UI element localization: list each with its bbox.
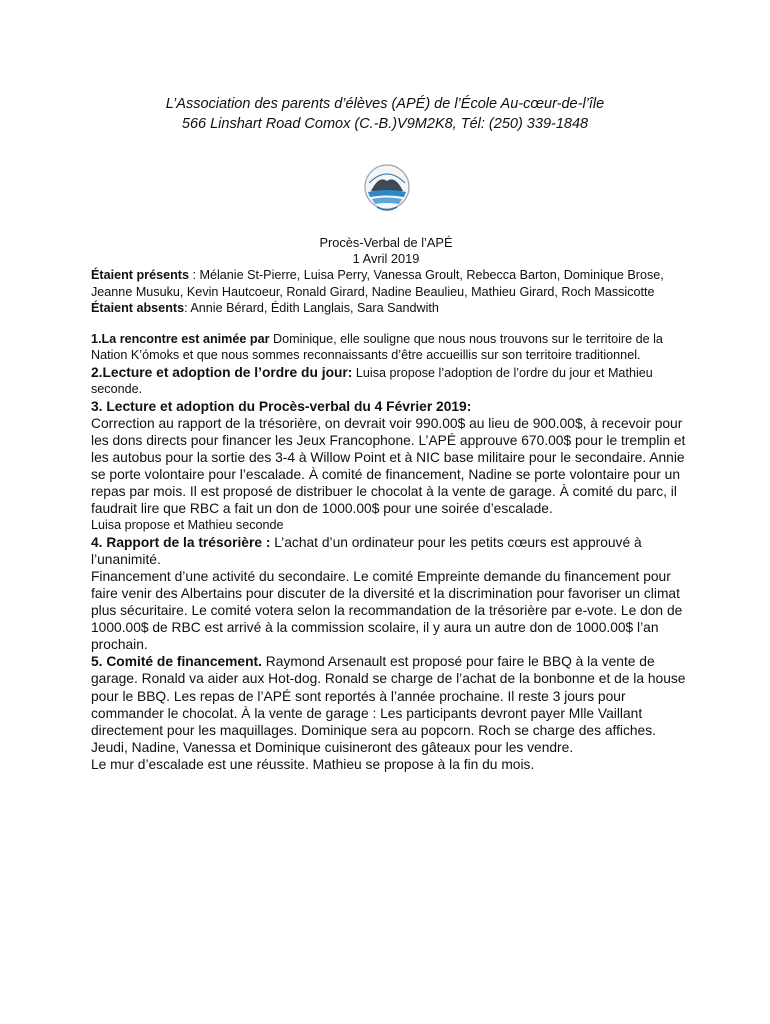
- section-5-text: Raymond Arsenault est proposé pour faire le BBQ à la vente de garage. Ronald va aider aux Hot-dog. Ronald se charge de l’achat de la bonbonne et de la house pour le BBQ. Les repas de l’APÉ sont reportés à l’année prochaine. Il reste 3 jours pour commander le chocolat. À la vente de garage : Les participants devront payer Mlle Vaillant directement pour les maquillages. Dominique sera au popcorn. Roch se charge des affiches. Jeudi, Nadine, Vanessa et Dominique cuisineront des gâteaux pour les vendre.: [91, 654, 686, 755]
- section-5-heading: 5. Comité de financement.: [91, 654, 262, 670]
- association-name: L’Association des parents d’élèves (APÉ) de l’École Au-cœur-de-l’île: [165, 96, 605, 112]
- section-3-number: 3.: [91, 398, 103, 414]
- minutes-body: [91, 235, 691, 773]
- absent-label: Étaient absents: [91, 301, 185, 315]
- section-1-text: Dominique, elle souligne que nous nous trouvons sur le territoire de la Nation K’ómoks et que nous sommes reconnaissants d’être accueillis sur son territoire traditionnel.: [91, 331, 663, 362]
- section-4-text: L’achat d’un ordinateur pour les petits cœurs est approuvé à l’unanimité.: [91, 534, 642, 567]
- absent-list: : Annie Bérard, Édith Langlais, Sara Sandwith: [184, 301, 439, 315]
- section-2: [91, 364, 691, 398]
- minutes-title-block: [81, 235, 691, 267]
- letterhead: [0, 94, 770, 134]
- section-3-motion: Luisa propose et Mathieu seconde: [91, 518, 284, 533]
- present-list: : Mélanie St-Pierre, Luisa Perry, Vanessa Groult, Rebecca Barton, Dominique Brose, Jeanne Musuku, Kevin Hautcoeur, Ronald Girard, Nadine Beaulieu, Mathieu Girard, Roch Massicotte: [91, 268, 664, 299]
- section-3-heading: Lecture et adoption du Procès-verbal du 4 Février 2019:: [102, 398, 472, 414]
- section-4-number: 4.: [91, 534, 103, 550]
- attendance-present: [91, 267, 691, 300]
- section-2-heading: 2.Lecture et adoption de l’ordre du jour:: [91, 364, 353, 380]
- section-2-text: Luisa propose l’adoption de l’ordre du jour et Mathieu seconde.: [91, 365, 653, 396]
- attendance-absent: [91, 300, 691, 317]
- section-5: [91, 653, 691, 756]
- association-address: 566 Linshart Road Comox (C.-B.)V9M2K8, Tél: (250) 339-1848: [181, 116, 589, 132]
- section-4: [91, 534, 691, 568]
- school-logo-icon: [359, 161, 415, 217]
- section-4-heading: Rapport de la trésorière :: [102, 534, 271, 550]
- section-5-text-2: Le mur d’escalade est une réussite. Mathieu se propose à la fin du mois.: [91, 756, 535, 772]
- section-1: [91, 331, 691, 364]
- section-4-text-2: Financement d’une activité du secondaire. Le comité Empreinte demande du financement pour faire venir des Albertains pour discuter de la diversité et la discrimination pour favoriser un climat plus sécuritaire. Le comité votera selon la recommandation de la trésorière par e-vote. Le don de 1000.00$ de RBC est arrivé à la commission scolaire, il y aura un autre don de 1000.00$ l’an prochain.: [91, 568, 683, 653]
- section-3-heading-line: [91, 398, 691, 415]
- section-1-heading: 1.La rencontre est animée par: [91, 331, 270, 346]
- minutes-title: Procès-Verbal de l’APÉ: [319, 235, 453, 250]
- meeting-date: 1 Avril 2019: [352, 251, 420, 266]
- section-3-text: Correction au rapport de la trésorière, on devrait voir 990.00$ au lieu de 900.00$, à recevoir pour les dons directs pour financer les Jeux Francophone. L’APÉ approuve 670.00$ pour le tremplin et les autobus pour la sortie des 3-4 à Willow Point et à NIC base militaire pour le secondaire. Annie se porte volontaire pour l’escalade. À comité de financement, Nadine se porte volontaire pour un repas par mois. Il est proposé de distribuer le chocolat à la vente de garage. À comité du parc, il faudrait lire que RBC a fait un don de 1000.00$ pour une soirée d’escalade.: [91, 415, 686, 517]
- present-label: Étaient présents: [91, 268, 189, 282]
